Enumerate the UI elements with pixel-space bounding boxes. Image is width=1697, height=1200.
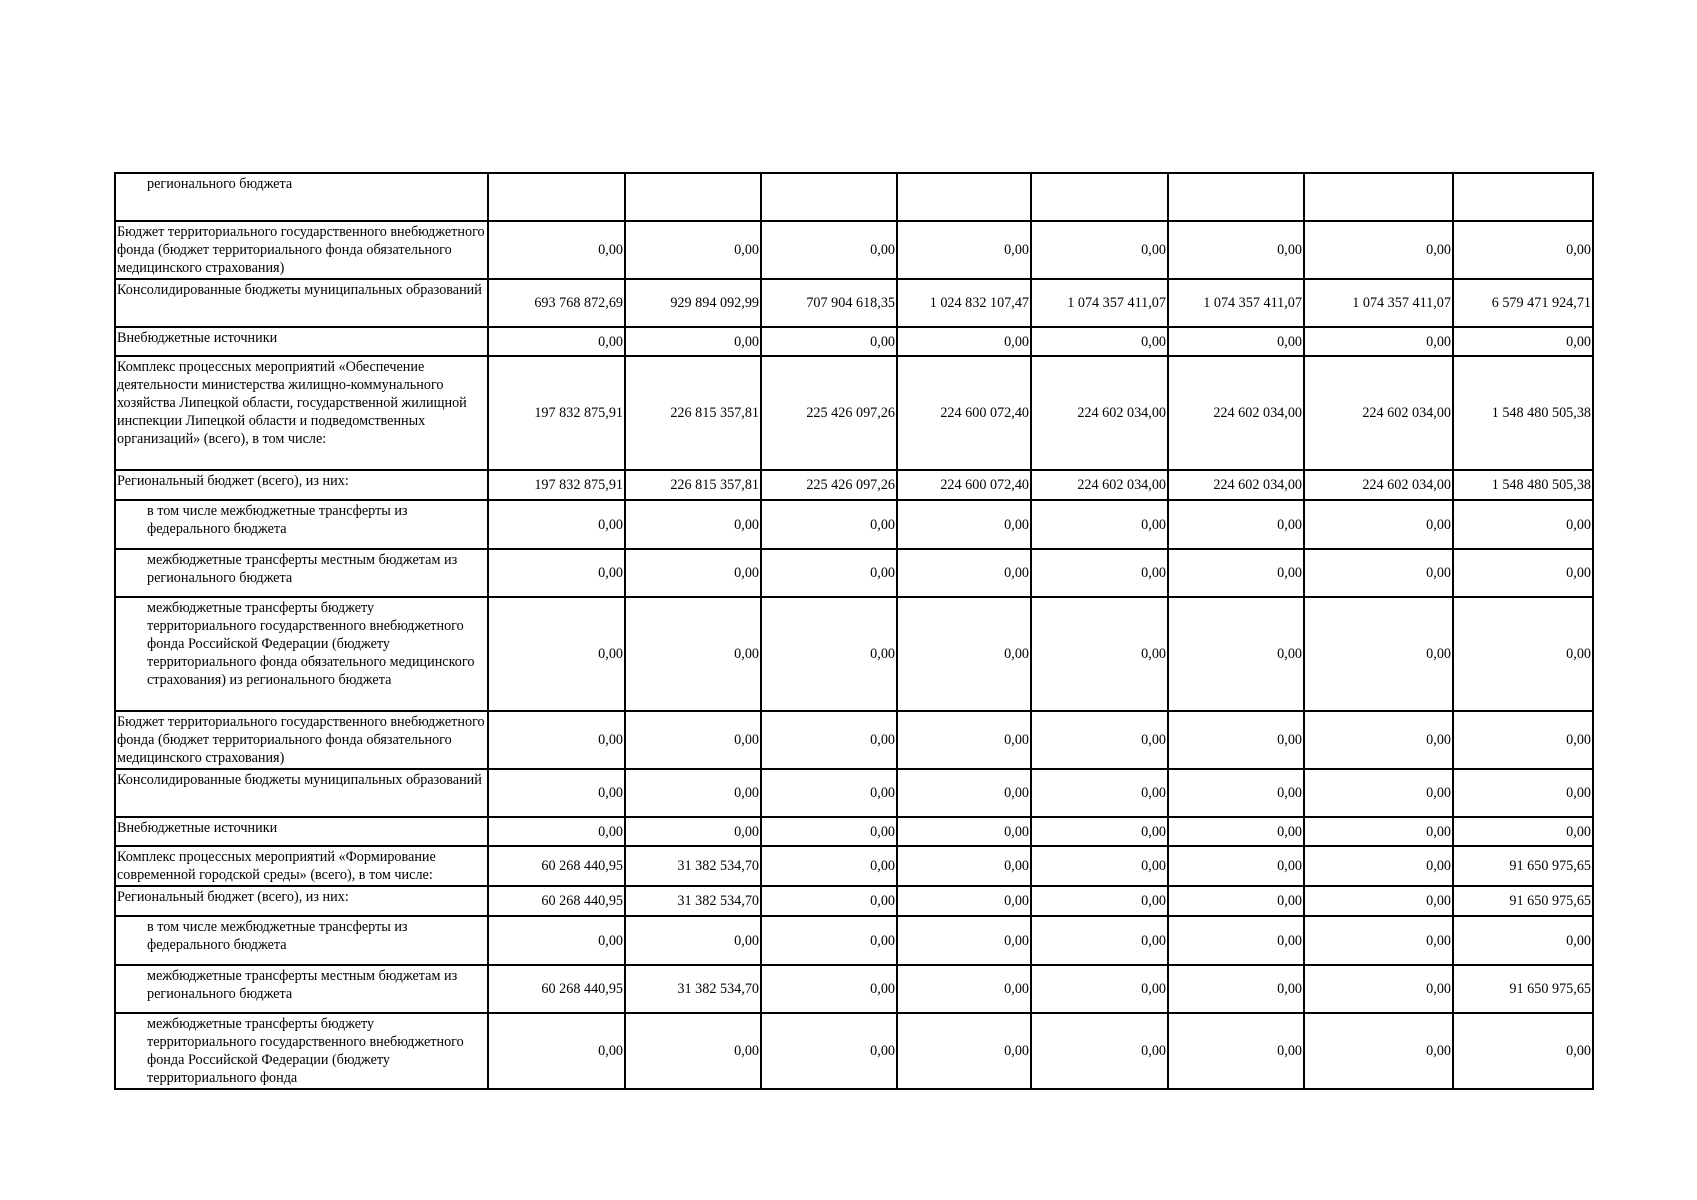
row-label: межбюджетные трансферты местным бюджетам из регионального бюджета [147,552,458,586]
value-cell: 0,00 [761,221,897,279]
row-label: Бюджет территориального государственного внебюджетного фонда (бюджет территориального фонда обязательного медицинского страхования) [117,714,485,766]
value-cell: 6 579 471 924,71 [1453,279,1593,327]
row-name-cell [115,769,488,817]
value-cell: 60 268 440,95 [488,886,625,916]
value-cell: 0,00 [1304,711,1453,769]
table-row [115,327,1593,356]
value-cell: 0,00 [1453,327,1593,356]
value-cell: 0,00 [1453,711,1593,769]
row-name-cell [115,500,488,549]
row-label: Региональный бюджет (всего), из них: [117,473,349,489]
value-cell: 0,00 [1031,711,1168,769]
table-row [115,500,1593,549]
value-cell: 91 650 975,65 [1453,965,1593,1013]
row-label: Бюджет территориального государственного внебюджетного фонда (бюджет территориального фонда обязательного медицинского страхования) [117,224,485,276]
value-cell: 0,00 [1031,769,1168,817]
value-cell: 0,00 [1453,1013,1593,1089]
value-cell: 0,00 [1304,221,1453,279]
value-cell: 0,00 [1031,221,1168,279]
row-label: межбюджетные трансферты местным бюджетам из регионального бюджета [147,968,458,1002]
value-cell: 226 815 357,81 [625,470,761,500]
value-cell: 0,00 [1031,916,1168,965]
value-cell: 0,00 [761,549,897,597]
value-cell: 0,00 [1031,1013,1168,1089]
value-cell: 0,00 [761,817,897,846]
table-row [115,221,1593,279]
value-cell: 0,00 [488,1013,625,1089]
value-cell: 224 602 034,00 [1304,356,1453,470]
value-cell: 1 548 480 505,38 [1453,356,1593,470]
table-row [115,279,1593,327]
value-cell: 0,00 [1031,846,1168,886]
value-cell: 1 074 357 411,07 [1168,279,1304,327]
value-cell: 693 768 872,69 [488,279,625,327]
value-cell: 0,00 [897,846,1031,886]
value-cell: 0,00 [1031,549,1168,597]
value-cell: 1 024 832 107,47 [897,279,1031,327]
value-cell: 0,00 [1031,597,1168,711]
value-cell: 0,00 [625,711,761,769]
value-cell: 224 602 034,00 [1031,470,1168,500]
value-cell: 0,00 [1304,327,1453,356]
value-cell: 0,00 [625,916,761,965]
table-body [115,173,1593,1089]
value-cell: 0,00 [488,500,625,549]
row-name-cell [115,327,488,356]
value-cell: 0,00 [897,711,1031,769]
value-cell: 1 548 480 505,38 [1453,470,1593,500]
value-cell: 0,00 [1168,846,1304,886]
value-cell [625,173,761,221]
value-cell: 197 832 875,91 [488,356,625,470]
value-cell: 0,00 [761,965,897,1013]
value-cell: 0,00 [897,1013,1031,1089]
row-label: регионального бюджета [147,176,293,192]
value-cell [488,173,625,221]
value-cell: 0,00 [897,221,1031,279]
value-cell [1168,173,1304,221]
value-cell: 225 426 097,26 [761,470,897,500]
value-cell: 0,00 [625,1013,761,1089]
value-cell: 31 382 534,70 [625,965,761,1013]
table-row [115,597,1593,711]
table-row [115,711,1593,769]
value-cell: 60 268 440,95 [488,846,625,886]
value-cell: 0,00 [625,597,761,711]
value-cell: 0,00 [761,886,897,916]
budget-table [114,172,1594,1090]
value-cell: 0,00 [761,711,897,769]
value-cell [761,173,897,221]
value-cell: 0,00 [897,597,1031,711]
value-cell: 0,00 [761,769,897,817]
value-cell: 0,00 [488,327,625,356]
table-row [115,470,1593,500]
value-cell: 0,00 [1168,886,1304,916]
table-row [115,1013,1593,1089]
value-cell: 225 426 097,26 [761,356,897,470]
value-cell: 0,00 [488,916,625,965]
row-label: межбюджетные трансферты бюджету территориального государственного внебюджетного фонда Российской Федерации (бюджету территориального фонда [147,1016,464,1086]
value-cell: 0,00 [488,711,625,769]
value-cell: 0,00 [625,549,761,597]
table-row [115,769,1593,817]
table-row [115,965,1593,1013]
table-row [115,846,1593,886]
value-cell: 0,00 [897,769,1031,817]
row-name-cell [115,886,488,916]
value-cell: 0,00 [1304,500,1453,549]
value-cell: 224 602 034,00 [1168,356,1304,470]
row-label: межбюджетные трансферты бюджету территориального государственного внебюджетного фонда Российской Федерации (бюджету территориального фонда обязательного медицинского страхования) из регионального бюджета [147,600,475,688]
value-cell [1453,173,1593,221]
table-row [115,173,1593,221]
value-cell: 0,00 [1304,549,1453,597]
value-cell: 0,00 [1168,500,1304,549]
value-cell: 0,00 [897,916,1031,965]
value-cell: 0,00 [761,916,897,965]
value-cell: 0,00 [1304,846,1453,886]
value-cell: 224 600 072,40 [897,470,1031,500]
value-cell: 929 894 092,99 [625,279,761,327]
value-cell: 91 650 975,65 [1453,886,1593,916]
row-name-cell [115,173,488,221]
row-name-cell [115,916,488,965]
value-cell: 0,00 [1453,817,1593,846]
value-cell: 31 382 534,70 [625,886,761,916]
value-cell: 0,00 [1168,711,1304,769]
value-cell: 0,00 [1453,221,1593,279]
table-row [115,356,1593,470]
value-cell: 0,00 [1304,916,1453,965]
value-cell: 224 602 034,00 [1168,470,1304,500]
value-cell: 0,00 [897,965,1031,1013]
row-name-cell [115,711,488,769]
value-cell: 226 815 357,81 [625,356,761,470]
value-cell: 60 268 440,95 [488,965,625,1013]
value-cell: 0,00 [488,769,625,817]
value-cell: 0,00 [1168,817,1304,846]
value-cell [1304,173,1453,221]
value-cell: 0,00 [1031,817,1168,846]
value-cell: 0,00 [1168,1013,1304,1089]
table-row [115,886,1593,916]
value-cell: 0,00 [625,769,761,817]
value-cell: 0,00 [488,221,625,279]
value-cell: 0,00 [1031,965,1168,1013]
value-cell: 0,00 [625,327,761,356]
row-name-cell [115,597,488,711]
table-row [115,817,1593,846]
value-cell: 0,00 [1031,500,1168,549]
value-cell: 0,00 [1453,916,1593,965]
row-name-cell [115,356,488,470]
value-cell: 0,00 [1031,327,1168,356]
row-name-cell [115,846,488,886]
value-cell: 0,00 [1304,597,1453,711]
value-cell: 0,00 [761,1013,897,1089]
value-cell: 0,00 [1453,549,1593,597]
value-cell: 197 832 875,91 [488,470,625,500]
table-row [115,916,1593,965]
row-name-cell [115,1013,488,1089]
value-cell: 1 074 357 411,07 [1031,279,1168,327]
value-cell: 0,00 [897,886,1031,916]
row-label: Консолидированные бюджеты муниципальных образований [117,772,482,788]
value-cell: 0,00 [1304,965,1453,1013]
value-cell: 0,00 [897,817,1031,846]
value-cell [1031,173,1168,221]
row-label: Региональный бюджет (всего), из них: [117,889,349,905]
row-label: в том числе межбюджетные трансферты из федерального бюджета [147,503,408,537]
value-cell: 0,00 [761,597,897,711]
value-cell: 0,00 [1168,597,1304,711]
value-cell: 0,00 [1453,769,1593,817]
value-cell: 0,00 [625,817,761,846]
row-name-cell [115,279,488,327]
value-cell: 0,00 [1453,500,1593,549]
value-cell: 91 650 975,65 [1453,846,1593,886]
value-cell: 707 904 618,35 [761,279,897,327]
row-label: Консолидированные бюджеты муниципальных образований [117,282,482,298]
value-cell: 0,00 [1453,597,1593,711]
value-cell: 0,00 [1304,769,1453,817]
row-name-cell [115,549,488,597]
value-cell: 0,00 [1304,1013,1453,1089]
table-row [115,549,1593,597]
value-cell: 0,00 [761,327,897,356]
value-cell: 0,00 [1168,549,1304,597]
value-cell: 0,00 [1304,886,1453,916]
value-cell: 0,00 [625,500,761,549]
value-cell: 224 602 034,00 [1304,470,1453,500]
row-name-cell [115,965,488,1013]
row-label: Комплекс процессных мероприятий «Формирование современной городской среды» (всего), в том числе: [117,849,436,883]
row-label: Внебюджетные источники [117,820,278,836]
value-cell: 31 382 534,70 [625,846,761,886]
value-cell: 0,00 [1168,916,1304,965]
value-cell: 0,00 [488,817,625,846]
row-name-cell [115,221,488,279]
value-cell: 0,00 [1168,221,1304,279]
value-cell: 0,00 [1168,769,1304,817]
value-cell: 0,00 [897,500,1031,549]
row-label: в том числе межбюджетные трансферты из федерального бюджета [147,919,408,953]
value-cell: 0,00 [761,846,897,886]
row-name-cell [115,470,488,500]
row-label: Комплекс процессных мероприятий «Обеспечение деятельности министерства жилищно-коммунального хозяйства Липецкой области, государственной жилищной инспекции Липецкой области и подведомственных организаций» (всего), в том числе: [117,359,467,447]
row-name-cell [115,817,488,846]
value-cell: 0,00 [1168,327,1304,356]
value-cell: 0,00 [897,327,1031,356]
value-cell: 224 600 072,40 [897,356,1031,470]
value-cell: 0,00 [488,549,625,597]
value-cell: 0,00 [1031,886,1168,916]
value-cell: 0,00 [488,597,625,711]
value-cell: 0,00 [761,500,897,549]
row-label: Внебюджетные источники [117,330,278,346]
value-cell: 0,00 [1168,965,1304,1013]
value-cell: 224 602 034,00 [1031,356,1168,470]
value-cell: 1 074 357 411,07 [1304,279,1453,327]
value-cell: 0,00 [1304,817,1453,846]
value-cell [897,173,1031,221]
value-cell: 0,00 [625,221,761,279]
value-cell: 0,00 [897,549,1031,597]
